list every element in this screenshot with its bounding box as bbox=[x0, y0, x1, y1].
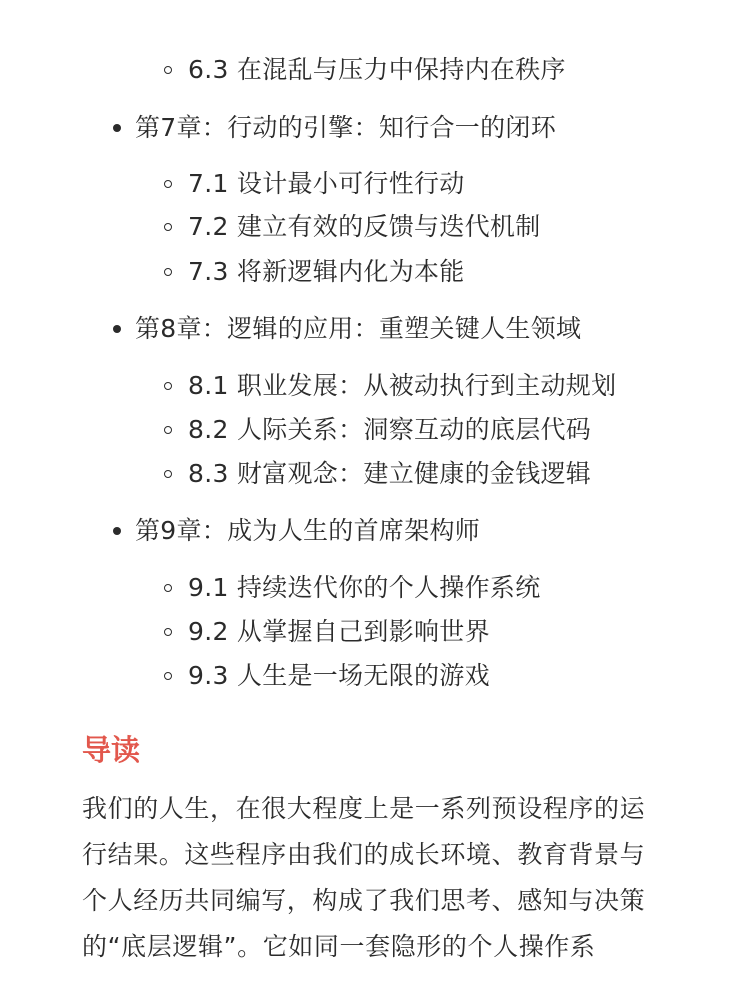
hollow-circle-bullet-icon bbox=[164, 268, 172, 276]
toc-subsection: 8.3 财富观念：建立健康的金钱逻辑 bbox=[188, 459, 592, 488]
toc-subsection: 9.3 人生是一场无限的游戏 bbox=[188, 661, 490, 690]
paragraph-line: 行结果。这些程序由我们的成长环境、教育背景与 bbox=[82, 840, 646, 869]
section-heading: 导读 bbox=[82, 733, 141, 767]
hollow-circle-bullet-icon bbox=[164, 223, 172, 231]
hollow-circle-bullet-icon bbox=[164, 584, 172, 592]
hollow-circle-bullet-icon bbox=[164, 66, 172, 74]
toc-chapter: 第8章：逻辑的应用：重塑关键人生领域 bbox=[135, 314, 582, 343]
solid-circle-bullet-icon bbox=[113, 527, 121, 535]
toc-chapter: 第9章：成为人生的首席架构师 bbox=[135, 516, 481, 545]
hollow-circle-bullet-icon bbox=[164, 672, 172, 680]
toc-chapter: 第7章：行动的引擎：知行合一的闭环 bbox=[135, 113, 557, 142]
toc-subsection: 7.3 将新逻辑内化为本能 bbox=[188, 257, 465, 286]
hollow-circle-bullet-icon bbox=[164, 382, 172, 390]
toc-subsection: 8.1 职业发展：从被动执行到主动规划 bbox=[188, 371, 617, 400]
hollow-circle-bullet-icon bbox=[164, 628, 172, 636]
toc-subsection: 8.2 人际关系：洞察互动的底层代码 bbox=[188, 415, 592, 444]
paragraph-line: 的“底层逻辑”。它如同一套隐形的个人操作系 bbox=[82, 932, 596, 961]
toc-subsection: 7.1 设计最小可行性行动 bbox=[188, 169, 465, 198]
solid-circle-bullet-icon bbox=[113, 124, 121, 132]
toc-subsection: 7.2 建立有效的反馈与迭代机制 bbox=[188, 212, 541, 241]
paragraph-line: 个人经历共同编写，构成了我们思考、感知与决策 bbox=[82, 886, 646, 915]
toc-subsection: 9.1 持续迭代你的个人操作系统 bbox=[188, 573, 541, 602]
hollow-circle-bullet-icon bbox=[164, 426, 172, 434]
toc-subsection: 9.2 从掌握自己到影响世界 bbox=[188, 617, 490, 646]
solid-circle-bullet-icon bbox=[113, 325, 121, 333]
hollow-circle-bullet-icon bbox=[164, 180, 172, 188]
paragraph-line: 我们的人生，在很大程度上是一系列预设程序的运 bbox=[82, 794, 646, 823]
hollow-circle-bullet-icon bbox=[164, 470, 172, 478]
toc-subsection: 6.3 在混乱与压力中保持内在秩序 bbox=[188, 55, 566, 84]
